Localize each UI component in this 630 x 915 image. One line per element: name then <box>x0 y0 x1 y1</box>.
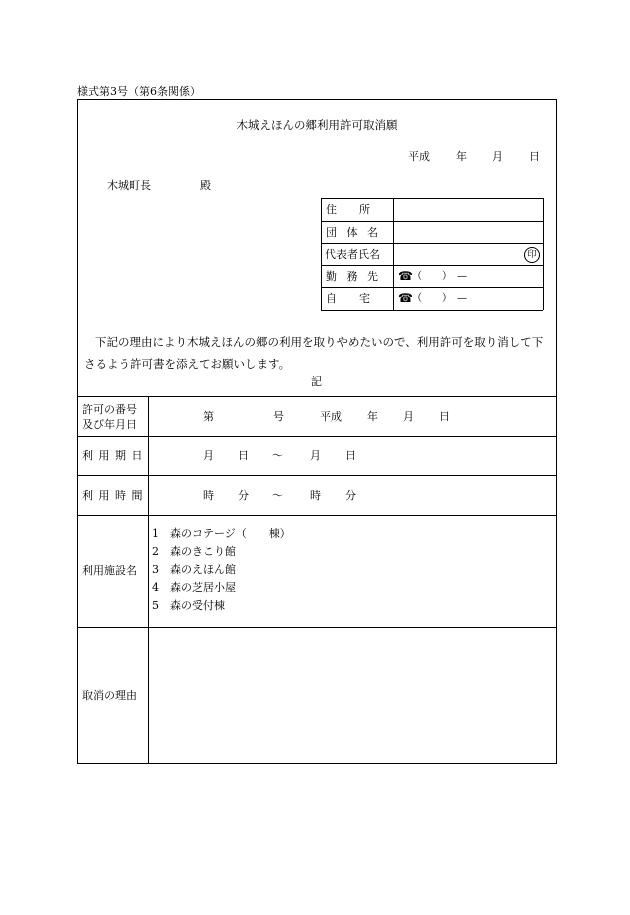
permit-year: 年 <box>367 410 378 423</box>
period-month1: 月 <box>203 449 214 462</box>
representative-label: 代表者氏名 <box>325 248 380 261</box>
form-title: 木城えほんの郷利用許可取消願 <box>236 118 398 132</box>
home-label: 自 宅 <box>326 292 370 305</box>
seal-icon: 印 <box>524 247 540 263</box>
addressee-name: 木城町長 <box>107 179 151 192</box>
date-month: 月 <box>492 150 503 163</box>
time-minute1: 分 <box>238 489 249 502</box>
reason-label: 取消の理由 <box>82 689 137 702</box>
permit-era: 平成 <box>320 410 342 423</box>
period-tilde: ～ <box>272 449 283 462</box>
group-label: 団 体 名 <box>326 226 381 239</box>
facility-item: 4 森の芝居小屋 <box>152 581 236 594</box>
date-year: 年 <box>456 150 467 163</box>
time-label: 利 用 時 間 <box>82 489 144 502</box>
permit-day: 日 <box>439 410 450 423</box>
request-body-text: 下記の理由により木城えほんの郷の利用を取りやめたいので、利用許可を取り消して下さるよう許可書を添えてお願いします。 <box>84 335 544 371</box>
period-label: 利 用 期 日 <box>82 449 144 462</box>
workplace-phone-icon: ☎ <box>398 269 413 283</box>
date-era: 平成 <box>408 150 430 163</box>
permit-dai: 第 <box>203 410 214 423</box>
time-hour1: 時 <box>203 489 214 502</box>
time-minute2: 分 <box>345 489 356 502</box>
home-phone-format: （ ） — <box>412 293 467 304</box>
form-code: 様式第3号（第6条関係） <box>77 85 201 98</box>
workplace-phone-format: （ ） — <box>412 271 467 282</box>
period-month2: 月 <box>310 449 321 462</box>
home-phone-icon: ☎ <box>398 291 413 305</box>
workplace-label: 勤 務 先 <box>326 270 381 283</box>
time-hour2: 時 <box>310 489 321 502</box>
period-day1: 日 <box>238 449 249 462</box>
ki-mark: 記 <box>311 375 322 388</box>
time-tilde: ～ <box>272 489 283 502</box>
permit-label-line1: 許可の番号 <box>82 403 137 416</box>
permit-month: 月 <box>403 410 414 423</box>
permit-label-line2: 及び年月日 <box>82 418 137 431</box>
period-day2: 日 <box>345 449 356 462</box>
date-day: 日 <box>529 150 540 163</box>
facility-item: 5 森の受付棟 <box>152 599 225 612</box>
facility-item: 3 森のえほん館 <box>152 563 236 576</box>
permit-go: 号 <box>273 410 284 423</box>
facility-item: 2 森のきこり館 <box>152 545 236 558</box>
facility-label: 利用施設名 <box>82 564 137 577</box>
facility-item: 1 森のコテージ（ 棟） <box>152 527 291 540</box>
address-label: 住 所 <box>326 203 370 216</box>
addressee-honorific: 殿 <box>200 179 211 192</box>
reason-input-area[interactable] <box>149 628 555 762</box>
